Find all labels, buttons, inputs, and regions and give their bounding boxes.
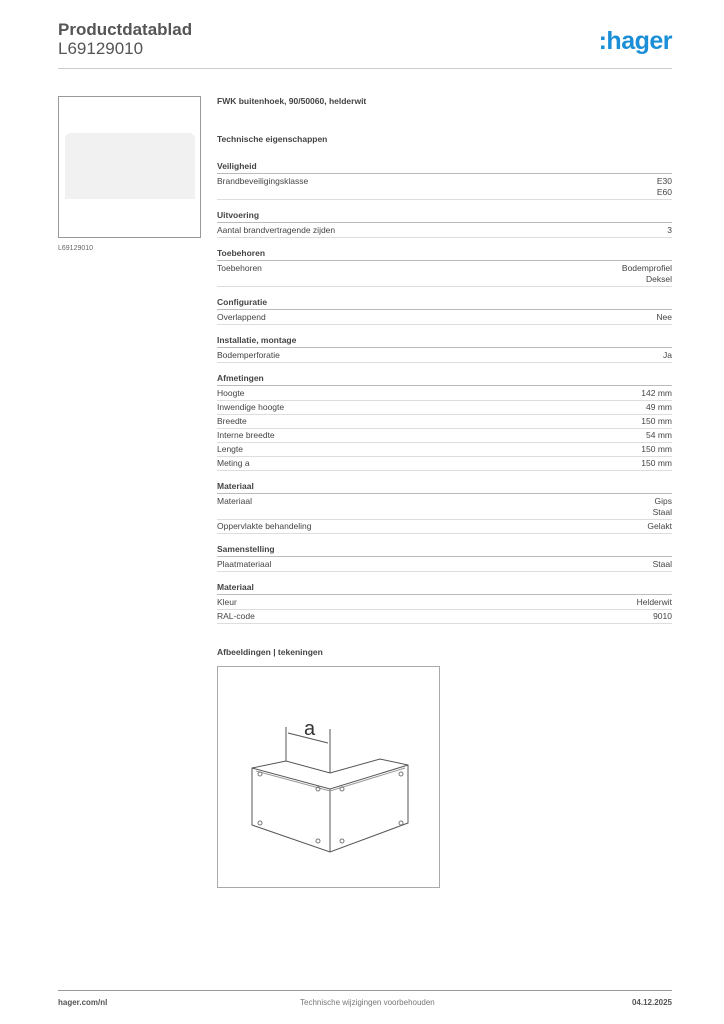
- spec-section: [217, 335, 672, 363]
- product-image: [58, 96, 201, 238]
- spec-value: [641, 388, 672, 399]
- spec-section: [217, 373, 672, 471]
- section-title: Afmetingen: [217, 373, 672, 386]
- spec-section: [217, 161, 672, 200]
- dimension-label-a: a: [304, 718, 316, 740]
- spec-section: [217, 582, 672, 624]
- spec-row: [217, 443, 672, 457]
- spec-value: [647, 521, 672, 532]
- spec-label: Materiaal: [217, 496, 252, 506]
- spec-value: [656, 312, 672, 323]
- spec-label: Toebehoren: [217, 263, 262, 273]
- footer-date: 04.12.2025: [631, 998, 672, 1007]
- spec-value: [653, 496, 672, 518]
- section-title: Installatie, montage: [217, 335, 672, 348]
- spec-label: Overlappend: [217, 312, 266, 322]
- spec-value: [641, 444, 672, 455]
- spec-row: [217, 610, 672, 624]
- spec-value: [663, 350, 672, 361]
- spec-row: [217, 387, 672, 401]
- spec-value-item: 49 mm: [646, 402, 672, 412]
- spec-row: [217, 224, 672, 238]
- spec-value: [637, 597, 672, 608]
- spec-value: [641, 458, 672, 469]
- specifications: [217, 96, 672, 634]
- spec-value-item: 142 mm: [641, 388, 672, 398]
- page-title: Productdatablad: [58, 20, 193, 39]
- image-caption: L69129010: [58, 245, 94, 252]
- spec-value-item: E30: [656, 176, 672, 186]
- spec-value: [667, 225, 672, 236]
- section-title: Materiaal: [217, 481, 672, 494]
- spec-row: [217, 401, 672, 415]
- spec-section: [217, 297, 672, 325]
- spec-section: [217, 481, 672, 534]
- spec-value-item: Nee: [656, 312, 672, 322]
- spec-value-item: E60: [656, 187, 672, 197]
- product-name: FWK buitenhoek, 90/50060, helderwit: [217, 96, 367, 106]
- spec-row: [217, 596, 672, 610]
- spec-row: [217, 429, 672, 443]
- spec-value: [622, 263, 672, 285]
- spec-label: Interne breedte: [217, 430, 275, 440]
- spec-label: Hoogte: [217, 388, 245, 398]
- spec-row: [217, 415, 672, 429]
- spec-section: [217, 210, 672, 238]
- technical-drawing: [217, 666, 440, 888]
- spec-row: [217, 457, 672, 471]
- spec-row: [217, 520, 672, 534]
- spec-row: [217, 349, 672, 363]
- section-title: Uitvoering: [217, 210, 672, 223]
- spec-value-item: 3: [667, 225, 672, 235]
- spec-row: [217, 311, 672, 325]
- spec-label: Kleur: [217, 597, 237, 607]
- product-code: L69129010: [58, 39, 144, 58]
- section-title: Samenstelling: [217, 544, 672, 557]
- spec-label: Inwendige hoogte: [217, 402, 285, 412]
- spec-value: [646, 430, 672, 441]
- header-divider: [58, 68, 672, 69]
- footer-note: Technische wijzigingen voorbehouden: [300, 998, 435, 1007]
- spec-label: Brandbeveiligingsklasse: [217, 176, 309, 186]
- spec-section: [217, 544, 672, 572]
- footer-website[interactable]: hager.com/nl: [58, 998, 108, 1007]
- spec-value-item: 150 mm: [641, 444, 672, 454]
- spec-value-item: 9010: [653, 611, 672, 621]
- spec-value: [653, 559, 672, 570]
- spec-value-item: 150 mm: [641, 416, 672, 426]
- spec-value-item: Deksel: [646, 274, 672, 284]
- spec-value-item: Gips: [654, 496, 672, 506]
- drawings-title: Afbeeldingen | tekeningen: [217, 647, 323, 657]
- spec-value-item: 150 mm: [641, 458, 672, 468]
- spec-label: Plaatmateriaal: [217, 559, 272, 569]
- spec-value-item: Ja: [663, 350, 672, 360]
- spec-value: [657, 176, 672, 198]
- spec-value-item: Gelakt: [647, 521, 672, 531]
- spec-row: [217, 175, 672, 200]
- spec-row: [217, 558, 672, 572]
- spec-section: [217, 248, 672, 287]
- spec-label: Bodemperforatie: [217, 350, 280, 360]
- spec-value: [641, 416, 672, 427]
- spec-value-item: Helderwit: [636, 597, 672, 607]
- tech-title: Technische eigenschappen: [217, 134, 328, 144]
- spec-value: [653, 611, 672, 622]
- spec-label: Breedte: [217, 416, 247, 426]
- footer-divider: [58, 990, 672, 991]
- section-title: Toebehoren: [217, 248, 672, 261]
- spec-value: [646, 402, 672, 413]
- spec-row: [217, 495, 672, 520]
- spec-value-item: Bodemprofiel: [621, 263, 672, 273]
- spec-value-item: Staal: [652, 507, 672, 517]
- spec-row: [217, 262, 672, 287]
- spec-value-item: 54 mm: [646, 430, 672, 440]
- spec-label: Aantal brandvertragende zijden: [217, 225, 336, 235]
- hager-logo: :hager: [598, 27, 672, 55]
- section-title: Configuratie: [217, 297, 672, 310]
- spec-value-item: Staal: [652, 559, 672, 569]
- spec-label: Lengte: [217, 444, 243, 454]
- spec-label: Oppervlakte behandeling: [217, 521, 312, 531]
- section-title: Veiligheid: [217, 161, 672, 174]
- spec-label: RAL-code: [217, 611, 255, 621]
- section-title: Materiaal: [217, 582, 672, 595]
- spec-label: Meting a: [217, 458, 250, 468]
